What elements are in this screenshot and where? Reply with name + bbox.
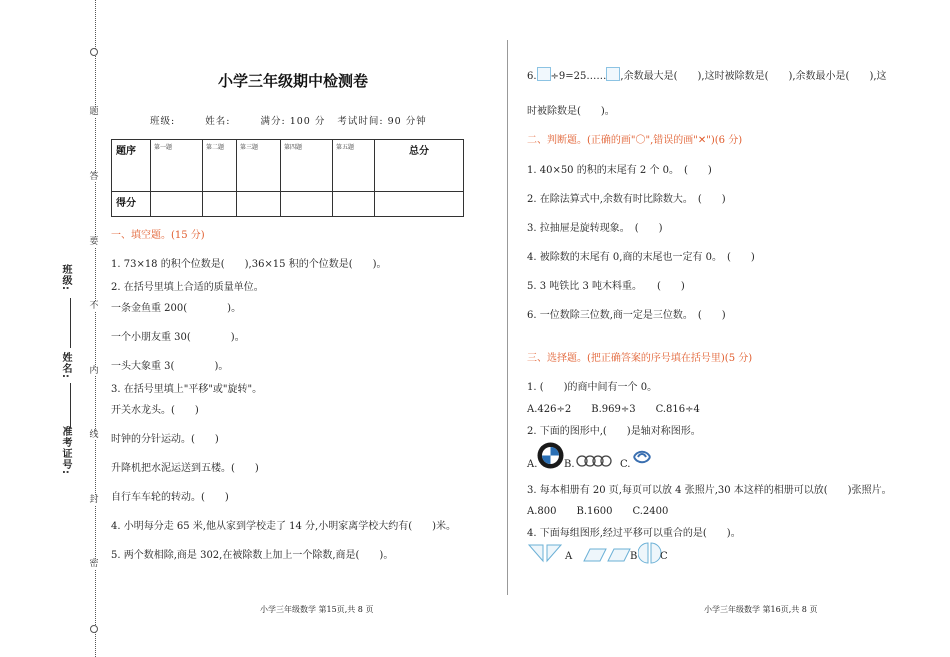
score-row-label: 得分 (112, 192, 151, 217)
name-label: 姓名: (205, 116, 231, 127)
question-text: 1. ( )的商中间有一个 0。 (527, 382, 658, 393)
seal-char: 要 (86, 238, 102, 247)
exam-id-field-label: 准考证号: (60, 426, 71, 475)
exam-time: 考试时间: 90 分钟 (337, 116, 427, 127)
score-table-header: 题序 (112, 140, 151, 192)
score-cell[interactable] (375, 192, 464, 217)
name-field-label: 姓名: (60, 352, 71, 379)
score-cell[interactable] (203, 192, 237, 217)
question-text: 一条金鱼重 200( )。 (111, 303, 242, 314)
question-text: 5. 3 吨铁比 3 吨木料重。 ( ) (527, 281, 685, 292)
seal-char: 封 (86, 496, 102, 505)
section-true-false: 二、判断题。(正确的画"〇",错误的画"✕")(6 分) (527, 135, 743, 146)
question-text: 2. 下面的图形中,( )是轴对称图形。 (527, 426, 701, 437)
binding-hole-circle (90, 48, 98, 56)
score-cell[interactable] (333, 192, 375, 217)
question-text: 4. 被除数的末尾有 0,商的末尾也一定有 0。 ( ) (527, 252, 755, 263)
question-text: 5. 两个数相除,商是 302,在被除数上加上一个除数,商是( )。 (111, 550, 394, 561)
seal-char: 线 (86, 431, 102, 440)
score-table (111, 139, 464, 217)
score-cell[interactable] (151, 192, 203, 217)
question-text: 3. 在括号里填上"平移"或"旋转"。 (111, 384, 263, 395)
page-footer: 小学三年级数学 第15页,共 8 页 (260, 605, 374, 614)
question-text: 一头大象重 3( )。 (111, 361, 229, 372)
section-fill-blank: 一、填空题。(15 分) (111, 230, 205, 241)
parallelograms-shape-icon (582, 547, 632, 563)
semicircles-shape-icon (638, 542, 662, 564)
triangles-shape-icon (527, 543, 565, 563)
question-text: 2. 在除法算式中,余数有时比除数大。 ( ) (527, 194, 726, 205)
q6-mid: ÷9=25…… (550, 71, 607, 82)
score-table-header: 第一题 (151, 140, 203, 192)
question-text: A.426÷2 B.969÷3 C.816÷4 (527, 404, 700, 415)
question-text: 自行车车轮的转动。( ) (111, 492, 229, 503)
option-label: C. (620, 459, 631, 470)
page-footer: 小学三年级数学 第16页,共 8 页 (704, 605, 818, 614)
blank-box-icon[interactable] (606, 67, 620, 81)
name-field-line[interactable] (70, 383, 71, 428)
binding-hole-circle (90, 625, 98, 633)
full-score: 满分: 100 分 (260, 116, 326, 127)
score-table-header: 第三题 (237, 140, 281, 192)
question-text (527, 67, 887, 82)
score-cell[interactable] (237, 192, 281, 217)
seal-char: 题 (86, 108, 102, 117)
score-table-header: 第五题 (333, 140, 375, 192)
class-field-line[interactable] (70, 298, 71, 348)
q6-post: ,余数最大是( ),这时被除数是( ),余数最小是( ),这 (620, 71, 887, 82)
blank-box-icon[interactable] (537, 67, 551, 81)
china-mobile-logo-icon (631, 446, 653, 468)
question-text: 升降机把水泥运送到五楼。( ) (111, 463, 259, 474)
class-field-label: 班级: (60, 264, 71, 291)
score-table-header: 第四题 (281, 140, 333, 192)
question-text: 3. 拉抽屉是旋转现象。 ( ) (527, 223, 663, 234)
q6-prefix: 6. (527, 71, 537, 82)
bmw-logo-icon (537, 442, 564, 469)
question-text: 1. 40×50 的积的末尾有 2 个 0。 ( ) (527, 165, 712, 176)
seal-char: 不 (86, 302, 102, 311)
page-title: 小学三年级期中检测卷 (218, 72, 369, 90)
option-label: A. (527, 459, 538, 470)
question-text: 4. 下面每组图形,经过平移可以重合的是( )。 (527, 528, 741, 539)
score-cell[interactable] (281, 192, 333, 217)
audi-rings-logo-icon (576, 454, 612, 468)
question-text: 一个小朋友重 30( )。 (111, 332, 245, 343)
seal-char: 内 (86, 367, 102, 376)
question-text: 4. 小明每分走 65 米,他从家到学校走了 14 分,小明家离学校大约有( )米。 (111, 521, 457, 532)
question-text: 2. 在括号里填上合适的质量单位。 (111, 282, 264, 293)
seal-char: 答 (86, 173, 102, 182)
seal-char: 密 (86, 560, 102, 569)
question-text: 开关水龙头。( ) (111, 405, 199, 416)
page-divider (507, 40, 508, 595)
option-label: B. (564, 459, 575, 470)
score-table-header: 第二题 (203, 140, 237, 192)
section-multiple-choice: 三、选择题。(把正确答案的序号填在括号里)(5 分) (527, 353, 753, 364)
option-label: A (565, 551, 573, 562)
question-text: 1. 73×18 的积个位数是( ),36×15 积的个位数是( )。 (111, 259, 387, 270)
exam-info (150, 113, 453, 127)
question-text: 时钟的分针运动。( ) (111, 434, 219, 445)
score-table-header: 总分 (375, 140, 464, 192)
option-label: C (660, 551, 668, 562)
option-label: B (630, 551, 638, 562)
question-text: A.800 B.1600 C.2400 (527, 506, 669, 517)
question-text: 3. 每本相册有 20 页,每页可以放 4 张照片,30 本这样的相册可以放( )张照片。 (527, 485, 892, 496)
class-label: 班级: (150, 116, 176, 127)
question-text: 时被除数是( )。 (527, 106, 615, 117)
question-text: 6. 一位数除三位数,商一定是三位数。 ( ) (527, 310, 726, 321)
